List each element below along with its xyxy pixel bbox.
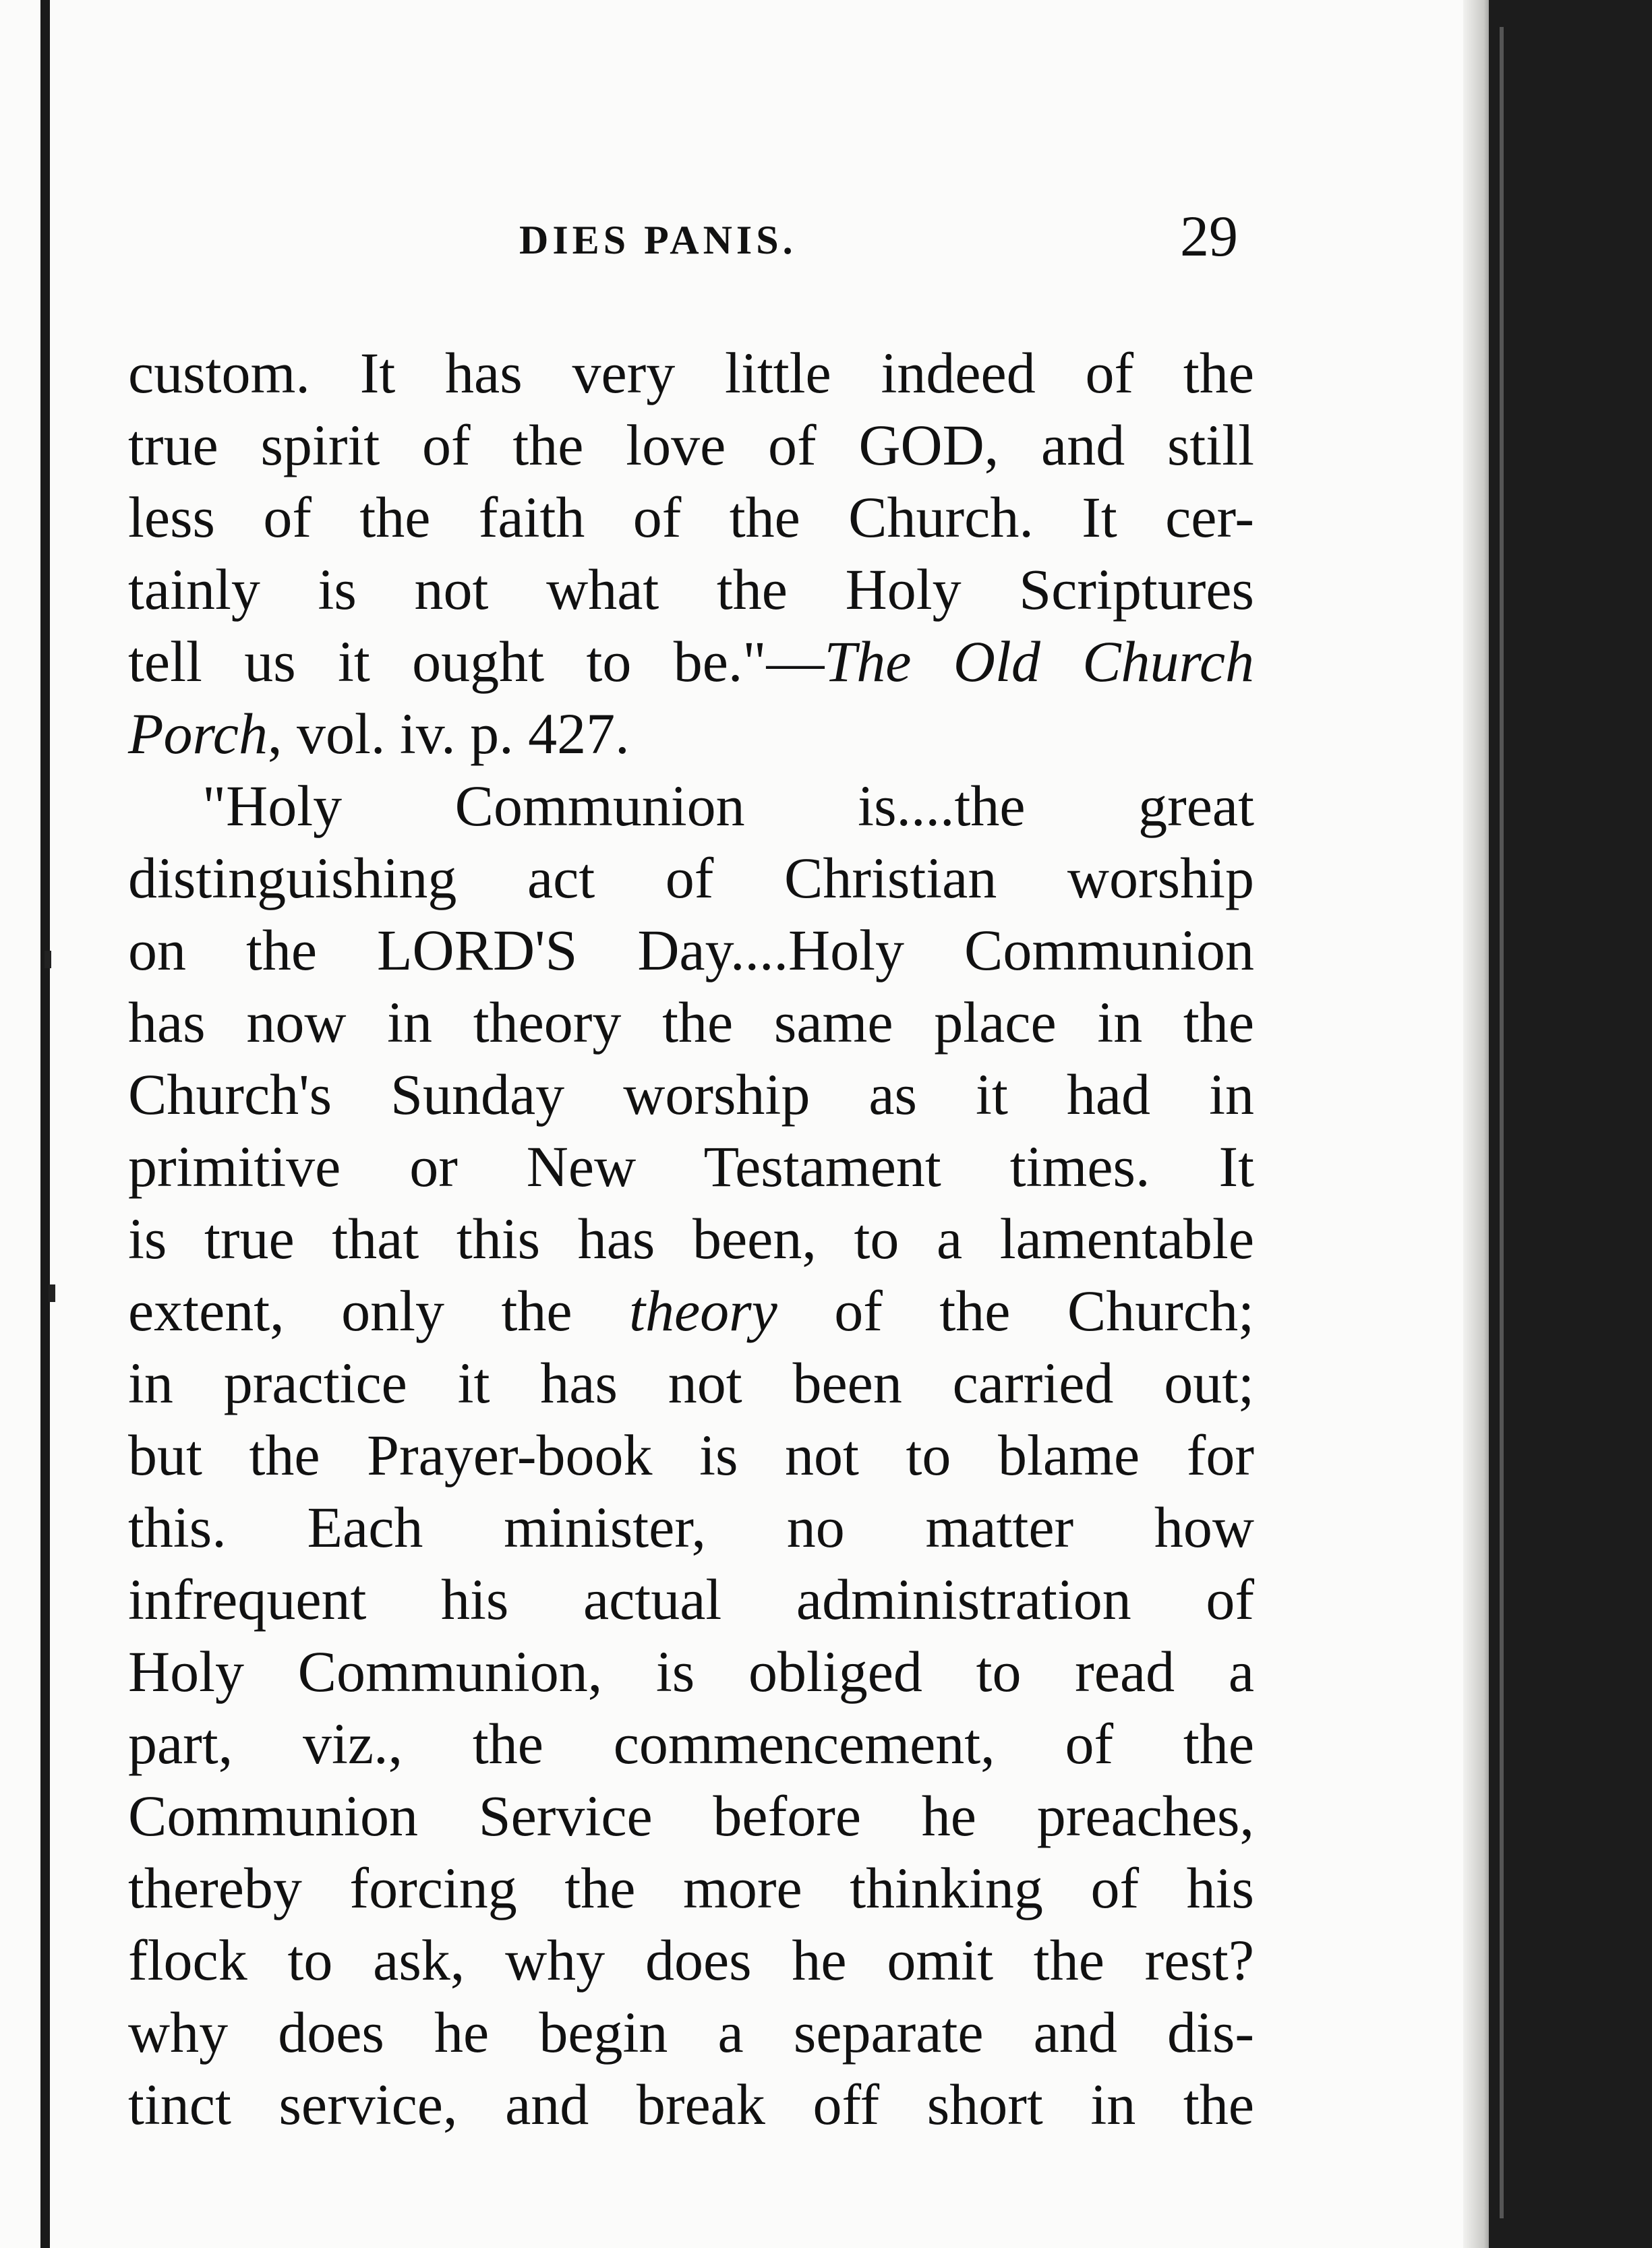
text-line: Communion Service before he preaches, [128,1783,1254,1848]
text-line: flock to ask, why does he omit the rest? [128,1928,1254,1992]
binding-mark [49,1284,55,1302]
text-line: tell us it ought to be."—The Old Church [128,629,1254,694]
text-line: on the LORD'S Day....Holy Communion [128,918,1254,982]
text-line: in practice it has not been carried out; [128,1351,1254,1415]
running-title: DIES PANIS. [519,218,797,262]
page-left-edge [40,0,50,2248]
text-line: but the Prayer-book is not to blame for [128,1423,1254,1487]
italic-phrase: theory [629,1278,777,1343]
text-line: tainly is not what the Holy Scriptures [128,557,1254,622]
text-line: tinct service, and break off short in the [128,2072,1254,2137]
italic-phrase: Porch [128,701,268,766]
text-line: Church's Sunday worship as it had in [128,1062,1254,1127]
body-text [128,337,1254,2141]
page-right-shadow-line [1500,27,1504,2218]
text-line: "Holy Communion is....the great [202,773,1254,838]
page-number: 29 [1180,204,1238,268]
text-line: thereby forcing the more thinking of his [128,1856,1254,1920]
text-line: has now in theory the same place in the [128,990,1254,1055]
text-line: part, viz., the commencement, of the [128,1711,1254,1776]
binding-mark [45,951,51,968]
text-line: primitive or New Testament times. It [128,1134,1254,1199]
text-line: this. Each minister, no matter how [128,1495,1254,1560]
text-line: is true that this has been, to a lamentable [128,1206,1254,1271]
text-line: Holy Communion, is obliged to read a [128,1639,1254,1704]
text-line: true spirit of the love of GOD, and still [128,413,1254,477]
scan-background [1489,0,1652,2248]
text-line: distinguishing act of Christian worship [128,846,1254,910]
text-line: less of the faith of the Church. It cer- [128,485,1254,550]
text-line: infrequent his actual administration of [128,1567,1254,1632]
italic-phrase: The Old Church [824,629,1254,694]
text-line: custom. It has very little indeed of the [128,341,1254,405]
text-line: Porch, vol. iv. p. 427. [128,701,630,766]
text-line: extent, only the theory of the Church; [128,1278,1254,1343]
text-line: why does he begin a separate and dis- [128,2000,1254,2065]
